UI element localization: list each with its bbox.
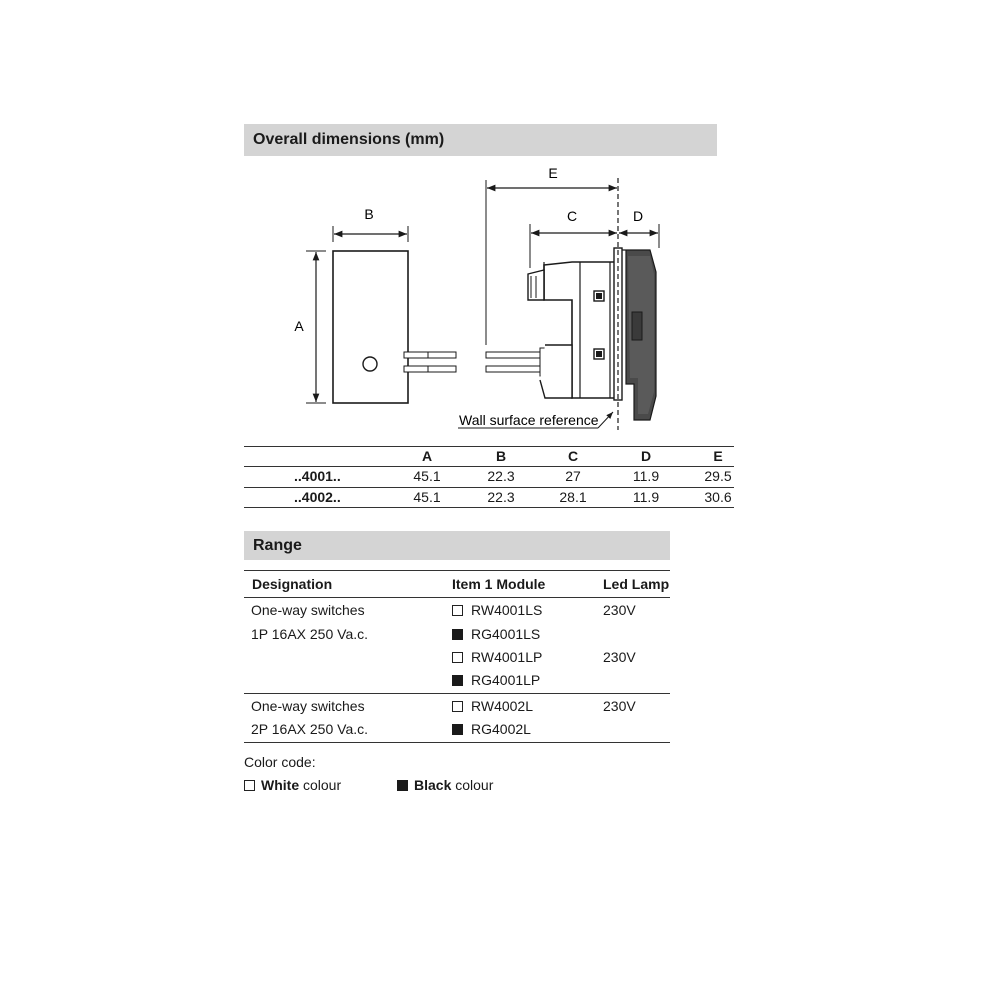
cell-value: 11.9 <box>632 468 660 484</box>
designation-text: One-way switches <box>251 602 365 618</box>
dimension-e-label: E <box>548 165 558 181</box>
row-code: ..4001.. <box>294 468 341 484</box>
column-header: B <box>495 448 507 464</box>
item-code: RG4001LP <box>471 672 541 688</box>
pin-icon <box>486 366 540 372</box>
table-row <box>244 468 734 486</box>
cell-value: 27 <box>565 468 581 484</box>
designation-text: 2P 16AX 250 Va.c. <box>251 721 369 737</box>
dimension-c-label: C <box>566 208 578 224</box>
list-item <box>452 672 540 688</box>
black-square-icon <box>397 780 408 791</box>
cell-value: 22.3 <box>487 489 515 505</box>
designation-column-header: Designation <box>252 576 333 592</box>
cell-value: 22.3 <box>487 468 515 484</box>
cell-value: 11.9 <box>632 489 660 505</box>
pin-icon <box>404 352 456 358</box>
column-header: E <box>713 448 723 464</box>
white-square-icon <box>452 605 463 616</box>
item-code: RW4001LP <box>471 649 543 665</box>
item-code: RW4002L <box>471 698 534 714</box>
white-square-icon <box>244 780 255 791</box>
list-item <box>452 721 531 737</box>
white-square-icon <box>452 701 463 712</box>
legend-black-rest: colour <box>451 777 494 793</box>
color-code-title: Color code: <box>244 754 316 770</box>
lamp-value: 230V <box>603 698 636 714</box>
black-square-icon <box>452 629 463 640</box>
cell-value: 28.1 <box>559 489 587 505</box>
side-view <box>458 165 659 430</box>
designation-text: 1P 16AX 250 Va.c. <box>251 626 369 642</box>
column-header: D <box>640 448 652 464</box>
item-code: RG4001LS <box>471 626 541 642</box>
legend-white-rest: colour <box>299 777 342 793</box>
black-square-icon <box>452 724 463 735</box>
cell-value: 29.5 <box>704 468 732 484</box>
table-header-row <box>244 448 734 466</box>
legend-black <box>397 777 493 793</box>
legend-white-bold: White <box>261 777 300 793</box>
item-code: RG4002L <box>471 721 531 737</box>
column-header: A <box>421 448 433 464</box>
front-view <box>294 206 456 403</box>
wall-surface-label: Wall surface reference <box>459 412 599 428</box>
dimensions-header: Overall dimensions (mm) <box>244 124 717 156</box>
white-square-icon <box>452 652 463 663</box>
designation-text: One-way switches <box>251 698 365 714</box>
item-code: RW4001LS <box>471 602 543 618</box>
lamp-value: 230V <box>603 649 636 665</box>
pin-icon <box>486 352 540 358</box>
dimension-b-label: B <box>364 206 374 222</box>
dimension-d-label: D <box>632 208 644 224</box>
cell-value: 45.1 <box>413 489 441 505</box>
cell-value: 45.1 <box>413 468 441 484</box>
row-code: ..4002.. <box>294 489 341 505</box>
pin-icon <box>404 366 456 372</box>
legend-white <box>244 777 341 793</box>
front-view-body <box>333 251 408 403</box>
black-square-icon <box>452 675 463 686</box>
lamp-value: 230V <box>603 602 636 618</box>
list-item <box>452 698 533 714</box>
list-item <box>452 649 542 665</box>
cell-value: 30.6 <box>704 489 732 505</box>
module-column-header: Item 1 Module <box>452 576 546 592</box>
list-item <box>452 602 542 618</box>
column-header: C <box>567 448 579 464</box>
lamp-column-header: Led Lamp <box>603 576 670 592</box>
legend-black-bold: Black <box>414 777 452 793</box>
dimension-a-label: A <box>294 318 304 334</box>
list-item <box>452 626 540 642</box>
table-row <box>244 489 734 507</box>
range-header: Range <box>244 531 670 560</box>
